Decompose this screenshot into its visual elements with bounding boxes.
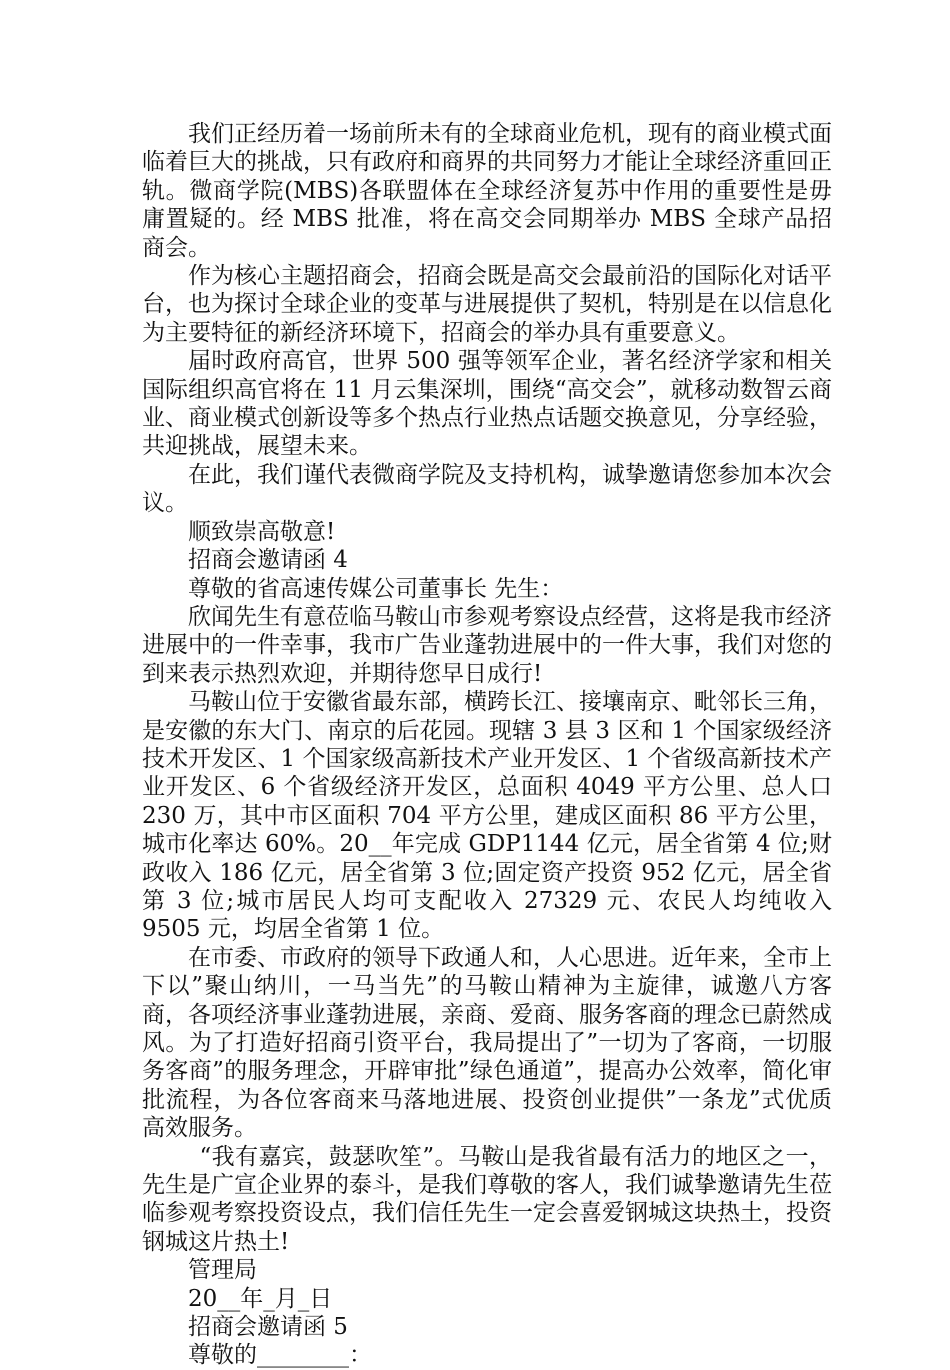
paragraph-attendees: 届时政府高官，世界 500 强等领军企业，著名经济学家和相关国际组织高官将在 11 月云集深圳，围绕“高交会”，就移动数智云商业、商业模式创新设等多个热点行业热点话题交换意见，分享经验，共迎挑战，展望未来。 [142, 348, 832, 460]
section-heading-5: 招商会邀请函 5 [188, 1314, 348, 1341]
salutation-5: 尊敬的________： [188, 1342, 372, 1369]
paragraph-invitation: 在此，我们谨代表微商学院及支持机构，诚挚邀请您参加本次会议。 [142, 461, 832, 517]
paragraph-service: 在市委、市政府的领导下政通人和，人心思进。近年来，全市上下以”聚山纳川，一马当先”的马鞍山精神为主旋律，诚邀八方客商，各项经济事业蓬勃进展，亲商、爱商、服务客商的理念已蔚然成风。为了打造好招商引资平台，我局提出了”一切为了客商，一切服务客商”的服务理念，开辟审批”绿色通道”，提高办公效率，简化审批流程，为各位客商来马落地进展、投资创业提供”一条龙”式优质高效服务。 [142, 944, 832, 1142]
paragraph-city-profile: 马鞍山位于安徽省最东部，横跨长江、接壤南京、毗邻长三角，是安徽的东大门、南京的后花园。现辖 3 县 3 区和 1 个国家级经济技术开发区、1 个国家级高新技术产业开发区、1 个省级高新技术产业开发区、6 个省级经济开发区，总面积 4049 平方公里、总人口 230 万，其中市区面积 704 平方公里，建成区面积 86 平方公里，城市化率达 60%。20__年完成 GDP1144 亿元，居全省第 4 位;财政收入 186 亿元，居全省第 3 位;固定资产投资 952 亿元，居全省第 3 位;城市居民人均可支配收入 27329 元、农民人均纯收入 9505 元，均居全省第 1 位。 [142, 689, 840, 943]
paragraph-core-theme: 作为核心主题招商会，招商会既是高交会最前沿的国际化对话平台，也为探讨全球企业的变革与进展提供了契机，特别是在以信息化为主要特征的新经济环境下，招商会的举办具有重要意义。 [142, 263, 832, 346]
paragraph-intro: 我们正经历着一场前所未有的全球商业危机，现有的商业模式面临着巨大的挑战，只有政府和商界的共同努力才能让全球经济重回正轨。微商学院(MBS)各联盟体在全球经济复苏中作用的重要性是毋庸置疑的。经 MBS 批准，将在高交会同期举办 MBS 全球产品招商会。 [142, 121, 832, 261]
paragraph-closing: “我有嘉宾，鼓瑟吹笙”。马鞍山是我省最有活力的地区之一，先生是广宣企业界的泰斗，是我们尊敬的客人，我们诚挚邀请先生莅临参观考察投资设点，我们信任先生一定会喜爱钢城这块热土，投资钢城这片热土! [142, 1143, 832, 1255]
document-body [142, 120, 840, 1370]
signature-org: 管理局 [188, 1257, 257, 1284]
salutation-4: 尊敬的省高速传媒公司董事长 先生： [188, 575, 564, 602]
signature-date: 20__年_月_日 [188, 1285, 333, 1312]
paragraph-regards: 顺致崇高敬意! [188, 518, 336, 545]
section-heading-4: 招商会邀请函 4 [188, 547, 348, 574]
paragraph-welcome: 欣闻先生有意莅临马鞍山市参观考察设点经营，这将是我市经济进展中的一件幸事，我市广告业蓬勃进展中的一件大事，我们对您的到来表示热烈欢迎，并期待您早日成行! [142, 603, 832, 687]
